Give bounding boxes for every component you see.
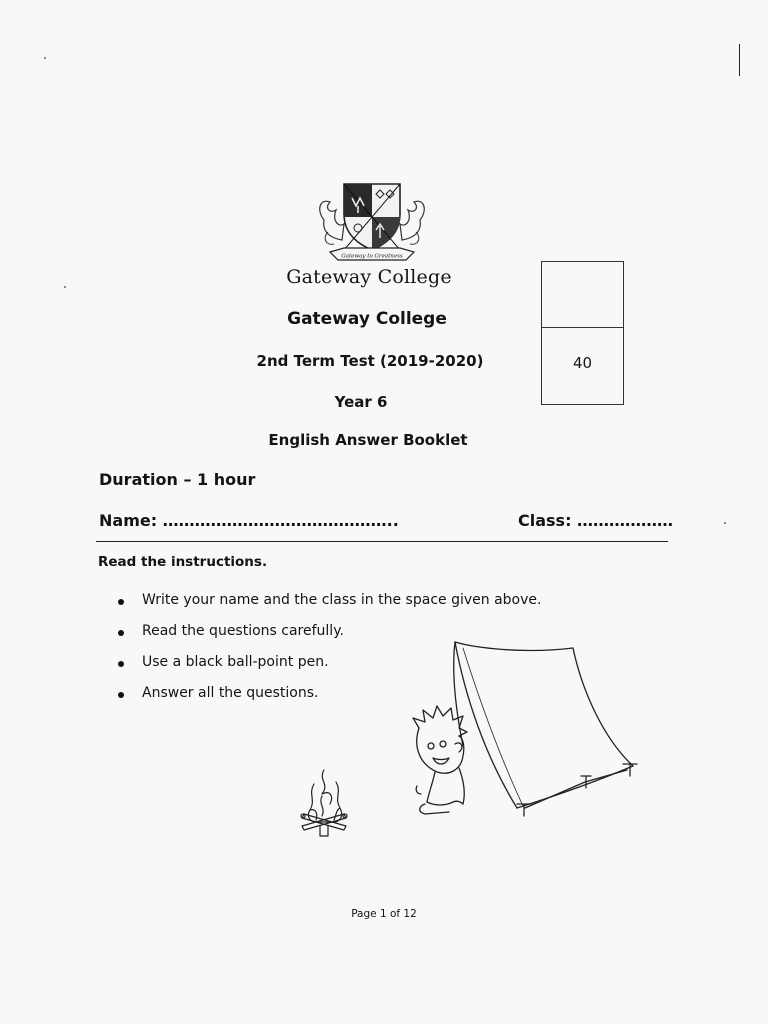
scan-margin-mark	[739, 44, 740, 76]
score-box	[541, 261, 624, 405]
term-test-title: 2nd Term Test (2019-2020)	[256, 352, 484, 370]
booklet-title: English Answer Booklet	[268, 431, 468, 449]
school-name-serif: Gateway College	[286, 266, 452, 288]
scan-speck	[64, 286, 66, 288]
class-field: Class: ………………	[518, 511, 674, 530]
page-number: Page 1 of 12	[351, 908, 417, 920]
instruction-text: Use a black ball-point pen.	[142, 654, 329, 670]
instruction-text: Write your name and the class in the space given above.	[142, 592, 542, 608]
bullet-icon	[118, 630, 124, 636]
instruction-text: Read the questions carefully.	[142, 623, 344, 639]
instruction-text: Answer all the questions.	[142, 685, 319, 701]
score-box-divider	[542, 327, 623, 328]
duration-label: Duration – 1 hour	[99, 470, 256, 489]
school-crest-icon	[314, 180, 430, 268]
bullet-icon	[118, 661, 124, 667]
boy-in-tent-illustration	[405, 636, 645, 826]
scan-speck	[44, 57, 46, 59]
svg-text:Gateway to Greatness: Gateway to Greatness	[341, 253, 403, 260]
instructions-heading: Read the instructions.	[98, 554, 268, 570]
bullet-icon	[118, 599, 124, 605]
year-label: Year 6	[334, 393, 388, 411]
name-field: Name: ……………………………………..	[99, 511, 399, 530]
scan-speck	[724, 522, 726, 524]
score-total: 40	[572, 354, 593, 372]
school-name: Gateway College	[287, 309, 447, 329]
horizontal-rule	[96, 541, 668, 542]
bullet-icon	[118, 692, 124, 698]
campfire-illustration	[296, 766, 352, 838]
